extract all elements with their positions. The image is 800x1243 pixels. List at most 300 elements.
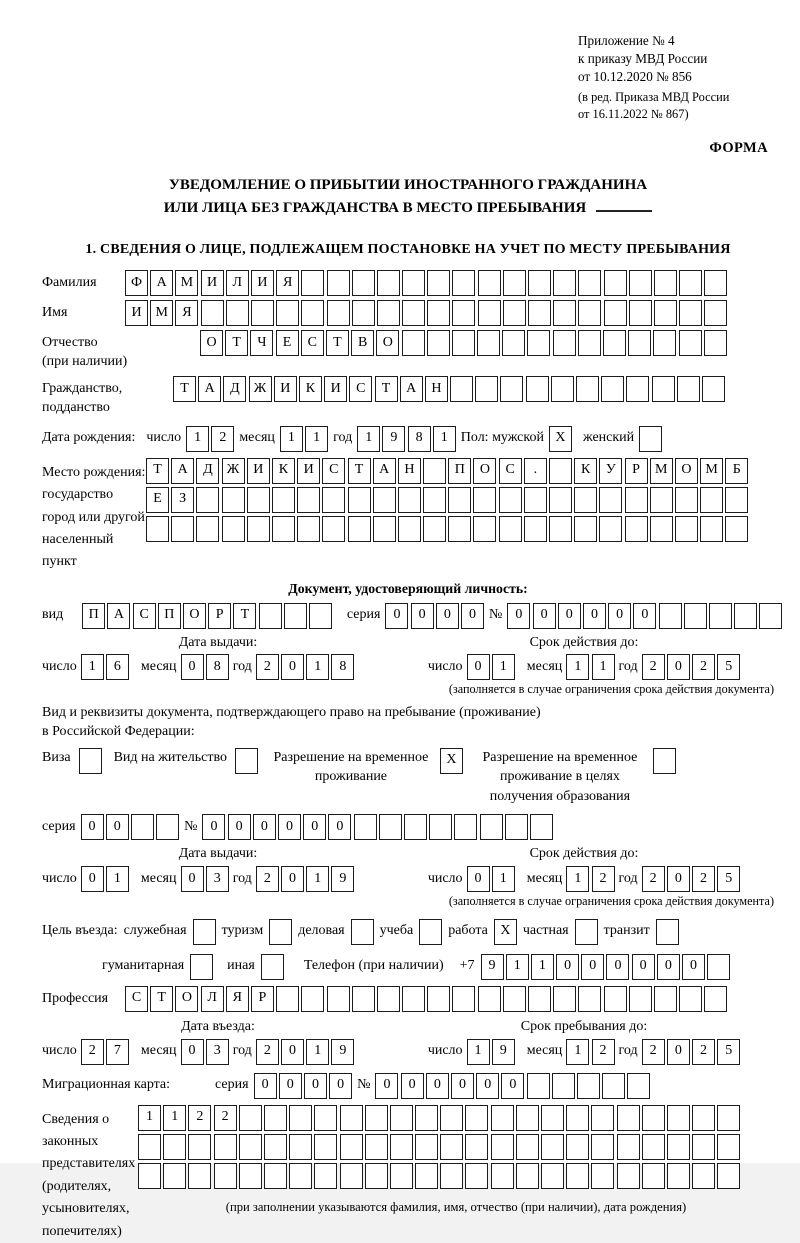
form-cell[interactable]: 0: [278, 814, 301, 840]
form-cell[interactable]: [146, 516, 169, 542]
form-cell[interactable]: [440, 1105, 463, 1131]
form-cell[interactable]: И: [274, 376, 297, 402]
form-cell[interactable]: 7: [106, 1039, 129, 1065]
form-cell[interactable]: [574, 487, 597, 513]
form-cell[interactable]: [340, 1163, 363, 1189]
form-cell[interactable]: [553, 300, 576, 326]
form-cell[interactable]: [650, 516, 673, 542]
form-cell[interactable]: И: [297, 458, 320, 484]
purpose-private-checkbox[interactable]: [575, 919, 598, 945]
form-cell[interactable]: 0: [667, 1039, 690, 1065]
form-cell[interactable]: [675, 487, 698, 513]
form-cell[interactable]: Е: [146, 487, 169, 513]
form-cell[interactable]: 1: [357, 426, 380, 452]
form-cell[interactable]: Т: [150, 986, 173, 1012]
form-cell[interactable]: [524, 487, 547, 513]
form-cell[interactable]: 0: [556, 954, 579, 980]
form-cell[interactable]: 0: [304, 1073, 327, 1099]
form-cell[interactable]: Т: [326, 330, 349, 356]
form-cell[interactable]: [625, 516, 648, 542]
form-cell[interactable]: Т: [146, 458, 169, 484]
form-cell[interactable]: [448, 487, 471, 513]
form-cell[interactable]: [677, 376, 700, 402]
form-cell[interactable]: 0: [667, 654, 690, 680]
form-cell[interactable]: [222, 487, 245, 513]
purpose-study-checkbox[interactable]: [419, 919, 442, 945]
form-cell[interactable]: .: [524, 458, 547, 484]
form-cell[interactable]: Т: [348, 458, 371, 484]
form-cell[interactable]: [415, 1105, 438, 1131]
form-cell[interactable]: 0: [281, 654, 304, 680]
form-cell[interactable]: М: [700, 458, 723, 484]
form-cell[interactable]: [402, 986, 425, 1012]
form-cell[interactable]: [402, 330, 425, 356]
form-cell[interactable]: 0: [533, 603, 556, 629]
form-cell[interactable]: [654, 270, 677, 296]
form-cell[interactable]: С: [125, 986, 148, 1012]
form-cell[interactable]: [566, 1105, 589, 1131]
form-cell[interactable]: Е: [276, 330, 299, 356]
form-cell[interactable]: Т: [173, 376, 196, 402]
form-cell[interactable]: [667, 1163, 690, 1189]
form-cell[interactable]: [679, 270, 702, 296]
form-cell[interactable]: [679, 986, 702, 1012]
form-cell[interactable]: [352, 300, 375, 326]
form-cell[interactable]: 1: [305, 426, 328, 452]
form-cell[interactable]: 1: [306, 866, 329, 892]
form-cell[interactable]: [578, 270, 601, 296]
form-cell[interactable]: 0: [507, 603, 530, 629]
form-cell[interactable]: [591, 1163, 614, 1189]
form-cell[interactable]: Т: [225, 330, 248, 356]
form-cell[interactable]: [309, 603, 332, 629]
form-cell[interactable]: [577, 1073, 600, 1099]
form-cell[interactable]: [652, 376, 675, 402]
form-cell[interactable]: [301, 986, 324, 1012]
sex-female-checkbox[interactable]: [639, 426, 662, 452]
form-cell[interactable]: [289, 1105, 312, 1131]
form-cell[interactable]: [398, 487, 421, 513]
form-cell[interactable]: 0: [385, 603, 408, 629]
form-cell[interactable]: 1: [81, 654, 104, 680]
form-cell[interactable]: [284, 603, 307, 629]
form-cell[interactable]: [214, 1163, 237, 1189]
form-cell[interactable]: [264, 1163, 287, 1189]
purpose-other-checkbox[interactable]: [261, 954, 284, 980]
form-cell[interactable]: [373, 516, 396, 542]
form-cell[interactable]: [704, 300, 727, 326]
form-cell[interactable]: [541, 1134, 564, 1160]
form-cell[interactable]: [289, 1163, 312, 1189]
form-cell[interactable]: А: [198, 376, 221, 402]
form-cell[interactable]: [276, 986, 299, 1012]
form-cell[interactable]: 8: [206, 654, 229, 680]
form-cell[interactable]: Ж: [222, 458, 245, 484]
form-cell[interactable]: 1: [492, 654, 515, 680]
form-cell[interactable]: [322, 516, 345, 542]
purpose-commercial-checkbox[interactable]: [351, 919, 374, 945]
form-cell[interactable]: [415, 1163, 438, 1189]
form-cell[interactable]: [516, 1134, 539, 1160]
form-cell[interactable]: [578, 300, 601, 326]
purpose-transit-checkbox[interactable]: [656, 919, 679, 945]
form-cell[interactable]: И: [251, 270, 274, 296]
form-cell[interactable]: [398, 516, 421, 542]
form-cell[interactable]: [365, 1134, 388, 1160]
form-cell[interactable]: [578, 986, 601, 1012]
form-cell[interactable]: 1: [163, 1105, 186, 1131]
form-cell[interactable]: 0: [303, 814, 326, 840]
form-cell[interactable]: [402, 270, 425, 296]
form-cell[interactable]: [297, 516, 320, 542]
form-cell[interactable]: [297, 487, 320, 513]
form-cell[interactable]: [591, 1134, 614, 1160]
form-cell[interactable]: 0: [81, 814, 104, 840]
form-cell[interactable]: [365, 1105, 388, 1131]
form-cell[interactable]: [427, 986, 450, 1012]
form-cell[interactable]: С: [499, 458, 522, 484]
form-cell[interactable]: 0: [202, 814, 225, 840]
form-cell[interactable]: [667, 1105, 690, 1131]
form-cell[interactable]: [617, 1134, 640, 1160]
form-cell[interactable]: [702, 376, 725, 402]
form-cell[interactable]: [196, 516, 219, 542]
form-cell[interactable]: [629, 986, 652, 1012]
form-cell[interactable]: [131, 814, 154, 840]
form-cell[interactable]: 1: [433, 426, 456, 452]
form-cell[interactable]: [423, 458, 446, 484]
form-cell[interactable]: 0: [106, 814, 129, 840]
form-cell[interactable]: [239, 1134, 262, 1160]
form-cell[interactable]: [427, 270, 450, 296]
form-cell[interactable]: 1: [106, 866, 129, 892]
form-cell[interactable]: 9: [331, 1039, 354, 1065]
form-cell[interactable]: [226, 300, 249, 326]
form-cell[interactable]: 0: [632, 954, 655, 980]
form-cell[interactable]: [188, 1163, 211, 1189]
form-cell[interactable]: 2: [256, 1039, 279, 1065]
form-cell[interactable]: 0: [436, 603, 459, 629]
form-cell[interactable]: [478, 300, 501, 326]
form-cell[interactable]: [704, 986, 727, 1012]
form-cell[interactable]: 0: [279, 1073, 302, 1099]
form-cell[interactable]: [549, 516, 572, 542]
form-cell[interactable]: [272, 516, 295, 542]
form-cell[interactable]: [717, 1134, 740, 1160]
form-cell[interactable]: 1: [280, 426, 303, 452]
form-cell[interactable]: 0: [228, 814, 251, 840]
form-cell[interactable]: [591, 1105, 614, 1131]
form-cell[interactable]: [327, 270, 350, 296]
form-cell[interactable]: [377, 270, 400, 296]
form-cell[interactable]: [452, 330, 475, 356]
visa-checkbox[interactable]: [79, 748, 102, 774]
form-cell[interactable]: [626, 376, 649, 402]
form-cell[interactable]: 1: [566, 1039, 589, 1065]
form-cell[interactable]: [429, 814, 452, 840]
form-cell[interactable]: [264, 1105, 287, 1131]
form-cell[interactable]: [327, 300, 350, 326]
form-cell[interactable]: 2: [592, 1039, 615, 1065]
form-cell[interactable]: [452, 300, 475, 326]
form-cell[interactable]: [491, 1163, 514, 1189]
form-cell[interactable]: [604, 300, 627, 326]
form-cell[interactable]: Ч: [250, 330, 273, 356]
form-cell[interactable]: [138, 1163, 161, 1189]
form-cell[interactable]: 0: [467, 866, 490, 892]
form-cell[interactable]: [440, 1134, 463, 1160]
form-cell[interactable]: [259, 603, 282, 629]
form-cell[interactable]: 1: [566, 654, 589, 680]
form-cell[interactable]: И: [247, 458, 270, 484]
form-cell[interactable]: А: [107, 603, 130, 629]
form-cell[interactable]: [452, 270, 475, 296]
form-cell[interactable]: [354, 814, 377, 840]
form-cell[interactable]: 3: [206, 1039, 229, 1065]
form-cell[interactable]: Б: [725, 458, 748, 484]
form-cell[interactable]: [629, 300, 652, 326]
form-cell[interactable]: И: [201, 270, 224, 296]
form-cell[interactable]: [725, 516, 748, 542]
form-cell[interactable]: [601, 376, 624, 402]
form-cell[interactable]: М: [150, 300, 173, 326]
form-cell[interactable]: [423, 516, 446, 542]
form-cell[interactable]: 9: [382, 426, 405, 452]
form-cell[interactable]: [566, 1163, 589, 1189]
purpose-work-checkbox[interactable]: X: [494, 919, 517, 945]
form-cell[interactable]: 1: [138, 1105, 161, 1131]
form-cell[interactable]: [156, 814, 179, 840]
form-cell[interactable]: [659, 603, 682, 629]
form-cell[interactable]: [604, 986, 627, 1012]
form-cell[interactable]: [642, 1163, 665, 1189]
form-cell[interactable]: Ж: [249, 376, 272, 402]
form-cell[interactable]: [289, 1134, 312, 1160]
form-cell[interactable]: [602, 1073, 625, 1099]
form-cell[interactable]: [499, 516, 522, 542]
form-cell[interactable]: 8: [408, 426, 431, 452]
form-cell[interactable]: П: [448, 458, 471, 484]
form-cell[interactable]: [247, 487, 270, 513]
form-cell[interactable]: С: [349, 376, 372, 402]
form-cell[interactable]: [578, 330, 601, 356]
form-cell[interactable]: 5: [717, 866, 740, 892]
form-cell[interactable]: [348, 487, 371, 513]
form-cell[interactable]: 0: [608, 603, 631, 629]
form-cell[interactable]: [390, 1105, 413, 1131]
form-cell[interactable]: 1: [467, 1039, 490, 1065]
form-cell[interactable]: Л: [201, 986, 224, 1012]
form-cell[interactable]: 2: [692, 654, 715, 680]
purpose-business-checkbox[interactable]: [193, 919, 216, 945]
form-cell[interactable]: 2: [214, 1105, 237, 1131]
form-cell[interactable]: [450, 376, 473, 402]
form-cell[interactable]: 1: [306, 1039, 329, 1065]
form-cell[interactable]: [301, 300, 324, 326]
form-cell[interactable]: [452, 986, 475, 1012]
form-cell[interactable]: А: [150, 270, 173, 296]
form-cell[interactable]: [516, 1163, 539, 1189]
form-cell[interactable]: [692, 1163, 715, 1189]
form-cell[interactable]: [505, 814, 528, 840]
form-cell[interactable]: [704, 330, 727, 356]
form-cell[interactable]: [373, 487, 396, 513]
form-cell[interactable]: [251, 300, 274, 326]
form-cell[interactable]: [352, 270, 375, 296]
form-cell[interactable]: [196, 487, 219, 513]
form-cell[interactable]: [423, 487, 446, 513]
form-cell[interactable]: 0: [682, 954, 705, 980]
form-cell[interactable]: 0: [467, 654, 490, 680]
purpose-tourism-checkbox[interactable]: [269, 919, 292, 945]
form-cell[interactable]: [390, 1134, 413, 1160]
form-cell[interactable]: 0: [181, 866, 204, 892]
form-cell[interactable]: 1: [492, 866, 515, 892]
form-cell[interactable]: [526, 376, 549, 402]
form-cell[interactable]: [322, 487, 345, 513]
form-cell[interactable]: [379, 814, 402, 840]
form-cell[interactable]: [402, 300, 425, 326]
form-cell[interactable]: О: [473, 458, 496, 484]
form-cell[interactable]: 2: [256, 654, 279, 680]
form-cell[interactable]: [541, 1163, 564, 1189]
form-cell[interactable]: Р: [251, 986, 274, 1012]
temp-residence-checkbox[interactable]: X: [440, 748, 463, 774]
form-cell[interactable]: Ф: [125, 270, 148, 296]
form-cell[interactable]: 0: [254, 1073, 277, 1099]
form-cell[interactable]: С: [301, 330, 324, 356]
form-cell[interactable]: [454, 814, 477, 840]
form-cell[interactable]: 2: [642, 866, 665, 892]
form-cell[interactable]: [549, 458, 572, 484]
form-cell[interactable]: С: [133, 603, 156, 629]
form-cell[interactable]: [566, 1134, 589, 1160]
form-cell[interactable]: [348, 516, 371, 542]
form-cell[interactable]: [427, 300, 450, 326]
form-cell[interactable]: [541, 1105, 564, 1131]
form-cell[interactable]: [427, 330, 450, 356]
form-cell[interactable]: [650, 487, 673, 513]
form-cell[interactable]: [239, 1105, 262, 1131]
form-cell[interactable]: [352, 986, 375, 1012]
form-cell[interactable]: [628, 330, 651, 356]
form-cell[interactable]: [599, 487, 622, 513]
form-cell[interactable]: И: [324, 376, 347, 402]
form-cell[interactable]: [377, 300, 400, 326]
form-cell[interactable]: 2: [642, 654, 665, 680]
form-cell[interactable]: [314, 1134, 337, 1160]
form-cell[interactable]: [700, 487, 723, 513]
form-cell[interactable]: [503, 986, 526, 1012]
form-cell[interactable]: [627, 1073, 650, 1099]
form-cell[interactable]: [524, 516, 547, 542]
form-cell[interactable]: [247, 516, 270, 542]
form-cell[interactable]: [675, 516, 698, 542]
form-cell[interactable]: П: [158, 603, 181, 629]
form-cell[interactable]: М: [175, 270, 198, 296]
form-cell[interactable]: [480, 814, 503, 840]
form-cell[interactable]: [679, 330, 702, 356]
form-cell[interactable]: 9: [331, 866, 354, 892]
form-cell[interactable]: [549, 487, 572, 513]
form-cell[interactable]: [642, 1134, 665, 1160]
form-cell[interactable]: Т: [375, 376, 398, 402]
form-cell[interactable]: [475, 376, 498, 402]
form-cell[interactable]: [214, 1134, 237, 1160]
form-cell[interactable]: [390, 1163, 413, 1189]
form-cell[interactable]: О: [175, 986, 198, 1012]
form-cell[interactable]: [491, 1105, 514, 1131]
form-cell[interactable]: А: [171, 458, 194, 484]
form-cell[interactable]: К: [574, 458, 597, 484]
form-cell[interactable]: [171, 516, 194, 542]
form-cell[interactable]: 2: [592, 866, 615, 892]
form-cell[interactable]: О: [675, 458, 698, 484]
form-cell[interactable]: [617, 1105, 640, 1131]
form-cell[interactable]: [692, 1105, 715, 1131]
form-cell[interactable]: 0: [606, 954, 629, 980]
purpose-humanitarian-checkbox[interactable]: [190, 954, 213, 980]
form-cell[interactable]: [642, 1105, 665, 1131]
form-cell[interactable]: [201, 300, 224, 326]
form-cell[interactable]: [709, 603, 732, 629]
form-cell[interactable]: М: [650, 458, 673, 484]
form-cell[interactable]: [528, 300, 551, 326]
form-cell[interactable]: [654, 300, 677, 326]
form-cell[interactable]: 1: [306, 654, 329, 680]
form-cell[interactable]: 0: [411, 603, 434, 629]
form-cell[interactable]: [477, 330, 500, 356]
form-cell[interactable]: [473, 516, 496, 542]
form-cell[interactable]: [491, 1134, 514, 1160]
form-cell[interactable]: 0: [281, 866, 304, 892]
form-cell[interactable]: 1: [186, 426, 209, 452]
form-cell[interactable]: [604, 270, 627, 296]
form-cell[interactable]: [704, 270, 727, 296]
form-cell[interactable]: 0: [329, 1073, 352, 1099]
form-cell[interactable]: И: [125, 300, 148, 326]
form-cell[interactable]: 9: [481, 954, 504, 980]
form-cell[interactable]: А: [373, 458, 396, 484]
form-cell[interactable]: [448, 516, 471, 542]
form-cell[interactable]: [465, 1163, 488, 1189]
form-cell[interactable]: З: [171, 487, 194, 513]
form-cell[interactable]: 0: [426, 1073, 449, 1099]
form-cell[interactable]: [340, 1134, 363, 1160]
form-cell[interactable]: П: [82, 603, 105, 629]
form-cell[interactable]: [527, 1073, 550, 1099]
form-cell[interactable]: 0: [633, 603, 656, 629]
form-cell[interactable]: 0: [375, 1073, 398, 1099]
form-cell[interactable]: Я: [276, 270, 299, 296]
form-cell[interactable]: 0: [81, 866, 104, 892]
form-cell[interactable]: [301, 270, 324, 296]
form-cell[interactable]: [692, 1134, 715, 1160]
form-cell[interactable]: 2: [188, 1105, 211, 1131]
form-cell[interactable]: [502, 330, 525, 356]
form-cell[interactable]: [717, 1105, 740, 1131]
form-cell[interactable]: 0: [657, 954, 680, 980]
form-cell[interactable]: 0: [328, 814, 351, 840]
form-cell[interactable]: 0: [558, 603, 581, 629]
form-cell[interactable]: [272, 487, 295, 513]
form-cell[interactable]: [574, 516, 597, 542]
form-cell[interactable]: А: [400, 376, 423, 402]
form-cell[interactable]: [516, 1105, 539, 1131]
form-cell[interactable]: 1: [506, 954, 529, 980]
form-cell[interactable]: 0: [253, 814, 276, 840]
form-cell[interactable]: [617, 1163, 640, 1189]
